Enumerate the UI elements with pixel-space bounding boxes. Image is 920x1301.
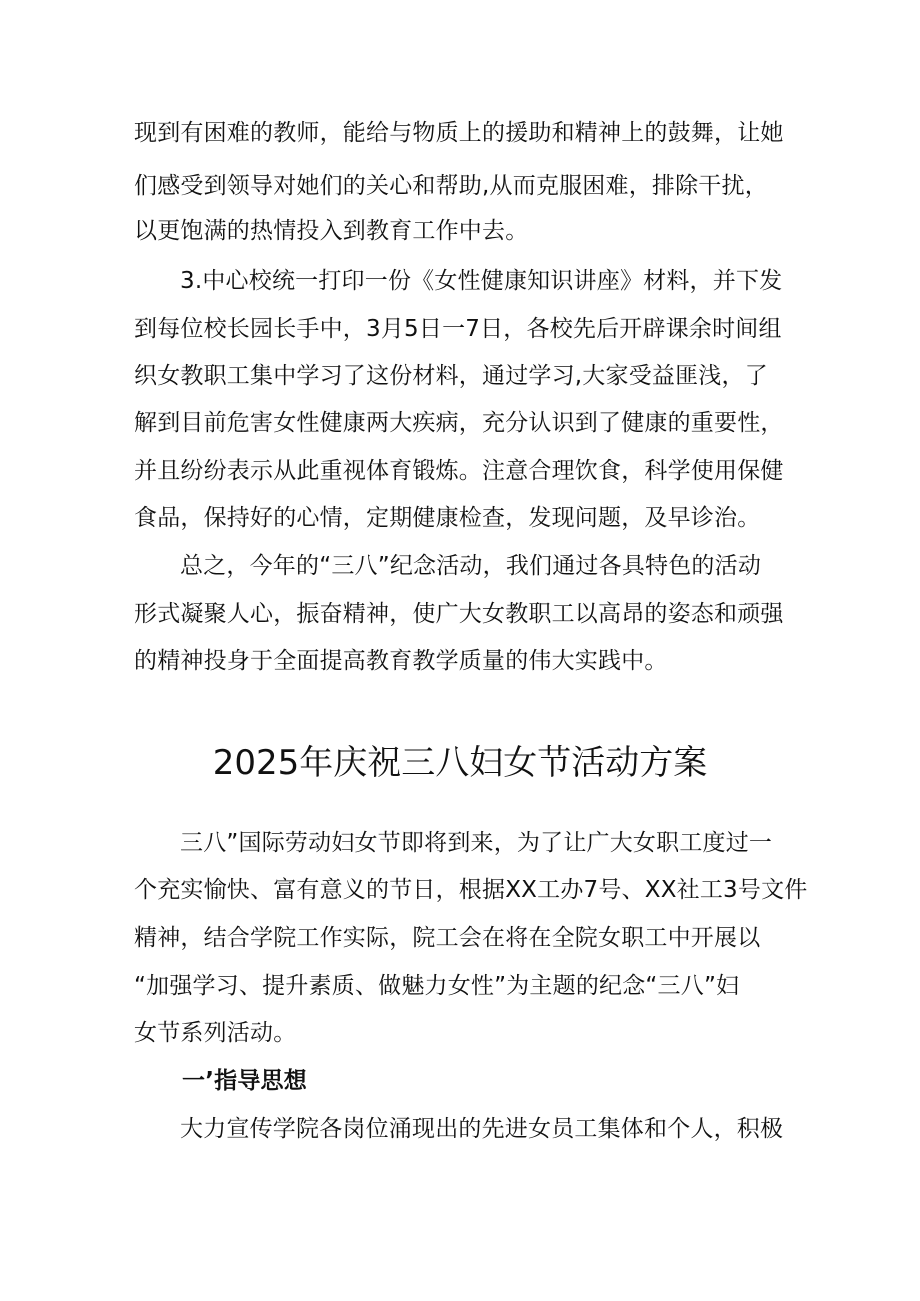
body-line-12: 的精神投身于全面提高教育教学质量的伟大实践中。 bbox=[134, 648, 668, 674]
body-line-11: 形式凝聚人心，振奋精神，使广大女教职工以高昂的姿态和顽强 bbox=[134, 601, 784, 627]
body-line-6: 织女教职工集中学习了这份材料，通过学习,大家受益匪浅，了 bbox=[134, 363, 768, 389]
body-line-1: 现到有困难的教师，能给与物质上的援助和精神上的鼓舞，让她 bbox=[134, 120, 784, 146]
body-line-10: 总之，今年的“三八”纪念活动，我们通过各具特色的活动 bbox=[180, 553, 762, 579]
document-title: 2025年庆祝三八妇女节活动方案 bbox=[212, 743, 708, 783]
intro-line-3: 精神，结合学院工作实际，院工会在将在全院女职工中开展以 bbox=[134, 925, 761, 951]
body-line-3: 以更饱满的热情投入到教育工作中去。 bbox=[134, 218, 529, 244]
intro-line-4: “加强学习、提升素质、做魅力女性”为主题的纪念“三八”妇 bbox=[134, 973, 740, 999]
section-heading: 一’指导思想 bbox=[182, 1068, 307, 1094]
intro-line-2: 个充实愉快、富有意义的节日，根据XX工办7号、XX社工3号文件 bbox=[134, 877, 808, 903]
body-line-8: 并且纷纷表示从此重视体育锻炼。注意合理饮食，科学使用保健 bbox=[134, 458, 784, 484]
intro-line-1: 三八”国际劳动妇女节即将到来，为了让广大女职工度过一 bbox=[180, 830, 773, 856]
guideline-line-1: 大力宣传学院各岗位涌现出的先进女员工集体和个人，积极 bbox=[180, 1116, 784, 1142]
body-line-2: 们感受到领导对她们的关心和帮助,从而克服困难，排除干扰， bbox=[134, 173, 768, 199]
intro-line-5: 女节系列活动。 bbox=[134, 1020, 297, 1046]
body-line-9: 食品，保持好的心情，定期健康检查，发现问题，及早诊治。 bbox=[134, 505, 761, 531]
body-line-4: 3.中心校统一打印一份《女性健康知识讲座》材料，并下发 bbox=[180, 268, 783, 294]
body-line-7: 解到目前危害女性健康两大疾病，充分认识到了健康的重要性， bbox=[134, 410, 784, 436]
body-line-5: 到每位校长园长手中，3月5日一7日，各校先后开辟课余时间组 bbox=[134, 316, 782, 342]
